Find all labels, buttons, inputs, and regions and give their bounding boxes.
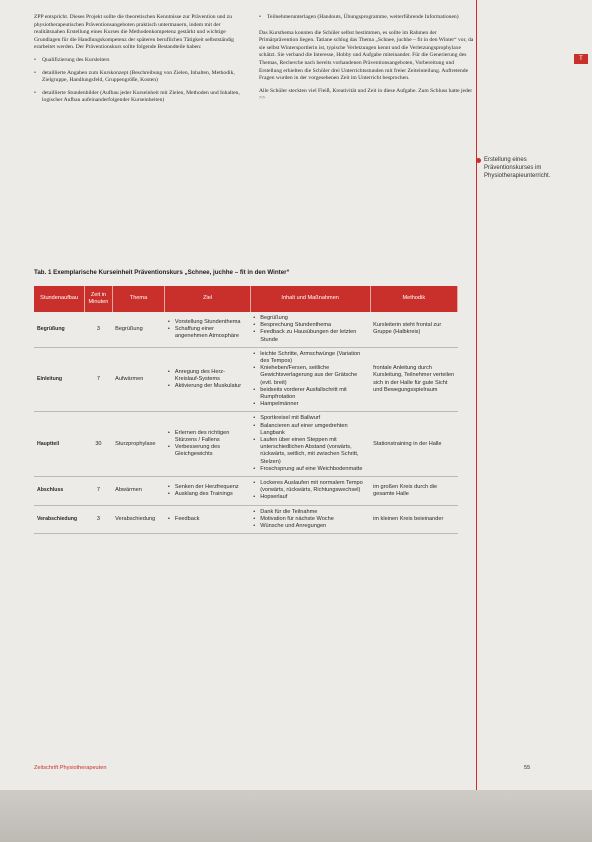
cell-list-item: • Feedback zu Hausübungen der letzten Stunde — [253, 329, 367, 343]
cell-goal — [165, 477, 250, 506]
cell-list-item: • Erlernen des richtigen Stürzens / Fallens — [168, 430, 247, 444]
cell-goal — [165, 312, 250, 347]
table-row — [34, 312, 458, 347]
table-header-row — [34, 286, 458, 312]
cell-list-item: • Aktivierung der Muskulatur — [168, 383, 247, 390]
cell-goal — [165, 412, 250, 477]
cell-list — [168, 430, 247, 459]
cell-list — [168, 369, 247, 391]
section-tab: T — [574, 54, 588, 64]
cell-list-item: • Knieheben/Fersen, seitliche Gewichtsverlagerung aus der Grätsche (evtl. breit) — [253, 365, 367, 387]
cell-list-item: • Besprechung Stundenthema — [253, 322, 367, 329]
cell-theme: Aufwärmen — [112, 347, 165, 412]
bullet-list — [34, 57, 248, 105]
cell-list — [168, 319, 247, 341]
cell-list-item: • Hampelmänner — [253, 401, 367, 408]
cell-duration: 3 — [85, 505, 112, 534]
cell-list-item: • beidseits vorderer Ausfallschritt mit Rumpfrotation — [253, 387, 367, 401]
intro-paragraph: ZPP entspricht. Dieses Projekt sollte die theoretischen Kenntnisse zur Prävention und zu physiotherapeutischen Präventionsangeboten praktisch untermauern, indem mit der realitätsnahen Erstellung eines Kurses die Methodenkompetenz gestärkt und wichtige Grundlagen für die Handlungskompetenz der späteren beruflichen Tätigkeit selbstständig erarbeitet werden. Der Präventionskurs sollte folgende Bestandteile haben: — [34, 14, 234, 51]
cell-list-item: • Ausklang des Trainings — [168, 491, 247, 498]
list-item: • detaillierte Stundenbilder (Aufbau jeder Kurseinheit mit Zielen, Methoden und Inhalten, logischer Aufbau aufeinanderfolgender Kurseinheiten) — [34, 90, 248, 105]
cell-list-item: • leichte Schritte, Armschwünge (Variation des Tempos) — [253, 351, 367, 365]
margin-note — [484, 156, 572, 180]
table-row — [34, 412, 458, 477]
cell-method: im großen Kreis durch die gesamte Halle — [370, 477, 457, 506]
cell-phase: Begrüßung — [34, 312, 85, 347]
table-row — [34, 505, 458, 534]
cell-list-item: • Schaffung einer angenehmen Atmosphäre — [168, 326, 247, 340]
course-table — [34, 286, 458, 534]
cell-theme: Sturzprophylaxe — [112, 412, 165, 477]
list-item: • Teilnehmerunterlagen (Handouts, Übungsprogramme, weiterführende Informationen) — [259, 14, 475, 22]
column-header: Methodik — [370, 286, 457, 312]
cell-theme: Verabschiedung — [112, 505, 165, 534]
margin-rule — [476, 0, 477, 790]
cell-list — [253, 351, 367, 409]
cell-list-item: • Wünsche und Anregungen — [253, 523, 367, 530]
cell-list-item: • Begrüßung — [253, 315, 367, 322]
cell-method: frontale Anleitung durch Kursleitung, Teilnehmer verteilen sich in der Halle für gute Sicht und Bewegungsspielraum — [370, 347, 457, 412]
cell-content — [250, 477, 370, 506]
cell-list-item: • Vorstellung Stundenthema — [168, 319, 247, 326]
cell-phase: Verabschiedung — [34, 505, 85, 534]
cell-duration: 7 — [85, 477, 112, 506]
cell-list-item: • Sportkreisel mit Ballwurf — [253, 415, 367, 422]
cell-phase: Hauptteil — [34, 412, 85, 477]
cell-phase: Einleitung — [34, 347, 85, 412]
cell-list-item: • Balancieren auf einer umgedrehten Langbank — [253, 423, 367, 437]
cell-list — [253, 415, 367, 473]
list-item: • Qualifizierung des Kursleiters — [34, 57, 248, 65]
bullet-dot-icon — [476, 158, 481, 163]
column-header: Stundenaufbau — [34, 286, 85, 312]
body-paragraph: Das Kursthema konnten die Schüler selbst bestimmen, es sollte im Rahmen der Primärprävention liegen. Tatiane schlug das Thema „Schnee, juchhe – fit in den Winter“ vor, da sie selbst Wintersportlerin ist, typische Verletzungen kennt und die Verletzungsprophylaxe schätzt. Sie verband die Interesse, Hobby und Aufgabe miteinander. Für die Generierung des Themas, Recherche nach bereits vorhandenen Präventionsangeboten, Vorbereitung und Erstellung erhielten die Schüler drei Unterrichtsstunden mit freier Zeiteinteilung. Auftretende Fragen wurden in der vorgesehenen Zeit im Unterricht besprochen. — [259, 29, 474, 82]
scan-shadow — [0, 790, 592, 842]
table-row — [34, 347, 458, 412]
cell-content — [250, 312, 370, 347]
cell-method: im kleinen Kreis beieinander — [370, 505, 457, 534]
cell-goal — [165, 347, 250, 412]
cell-list-item: • Froschsprung auf eine Weichbodenmatte — [253, 466, 367, 473]
cell-list — [168, 516, 247, 523]
cell-list — [253, 509, 367, 531]
cell-list-item: • Lockeres Auslaufen mit normalem Tempo (vorwärts, rückwärts, Richtungswechsel) — [253, 480, 367, 494]
cell-list-item: • Verbesserung des Gleichgewichts — [168, 444, 247, 458]
cell-list-item: • Feedback — [168, 516, 247, 523]
cell-duration: 3 — [85, 312, 112, 347]
cell-phase: Abschluss — [34, 477, 85, 506]
column-header: Inhalt und Maßnahmen — [250, 286, 370, 312]
table-body — [34, 312, 458, 534]
cell-duration: 30 — [85, 412, 112, 477]
cell-list-item: • Dank für die Teilnahme — [253, 509, 367, 516]
table-caption: Tab. 1 Exemplarische Kurseinheit Präventionskurs „Schnee, juchhe – fit in den Winter“ — [34, 269, 290, 276]
cell-list-item: • Hopserlauf — [253, 494, 367, 501]
left-column — [34, 14, 248, 110]
cell-duration: 7 — [85, 347, 112, 412]
cell-list — [253, 480, 367, 502]
cell-list — [168, 484, 247, 498]
cell-list-item: • Motivation für nächste Woche — [253, 516, 367, 523]
column-header: Zeit in Minuten — [85, 286, 112, 312]
margin-note-text: Erstellung eines Präventionskurses im Physiotherapieunterricht. — [484, 157, 551, 179]
cell-theme: Abwärmen — [112, 477, 165, 506]
cell-list-item: • Laufen über einen Steppen mit unterschiedlichen Abstand (vorwärts, rückwärts, seitlich, mit zwischen Schritt, Stelzen) — [253, 437, 367, 466]
cell-list-item: • Anregung des Herz-Kreislauf-Systems — [168, 369, 247, 383]
column-header: Thema — [112, 286, 165, 312]
cell-theme: Begrüßung — [112, 312, 165, 347]
right-column — [259, 14, 475, 108]
cell-list — [253, 315, 367, 344]
column-header: Ziel — [165, 286, 250, 312]
list-item: • detaillierte Angaben zum Kurskonzept (Beschreibung von Zielen, Inhalten, Methodik, Zielgruppe, Handlungsfeld, Gruppengröße, Kosten) — [34, 70, 248, 85]
body-paragraph: Alle Schüler steckten viel Fleiß, Kreativität und Zeit in diese Aufgabe. Zum Schluss hatte jeder >> — [259, 87, 473, 102]
cell-method: Stationstraining in der Halle — [370, 412, 457, 477]
cell-content — [250, 412, 370, 477]
bullet-list — [259, 14, 475, 22]
footer-journal: Zeitschrift Physiotherapeuten — [34, 765, 107, 771]
cell-content — [250, 505, 370, 534]
cell-list-item: • Senken der Herzfrequenz — [168, 484, 247, 491]
page-number: 55 — [524, 765, 531, 771]
cell-content — [250, 347, 370, 412]
cell-goal — [165, 505, 250, 534]
table-row — [34, 477, 458, 506]
cell-method: Kursleiterin steht frontal zur Gruppe (Halbkreis) — [370, 312, 457, 347]
